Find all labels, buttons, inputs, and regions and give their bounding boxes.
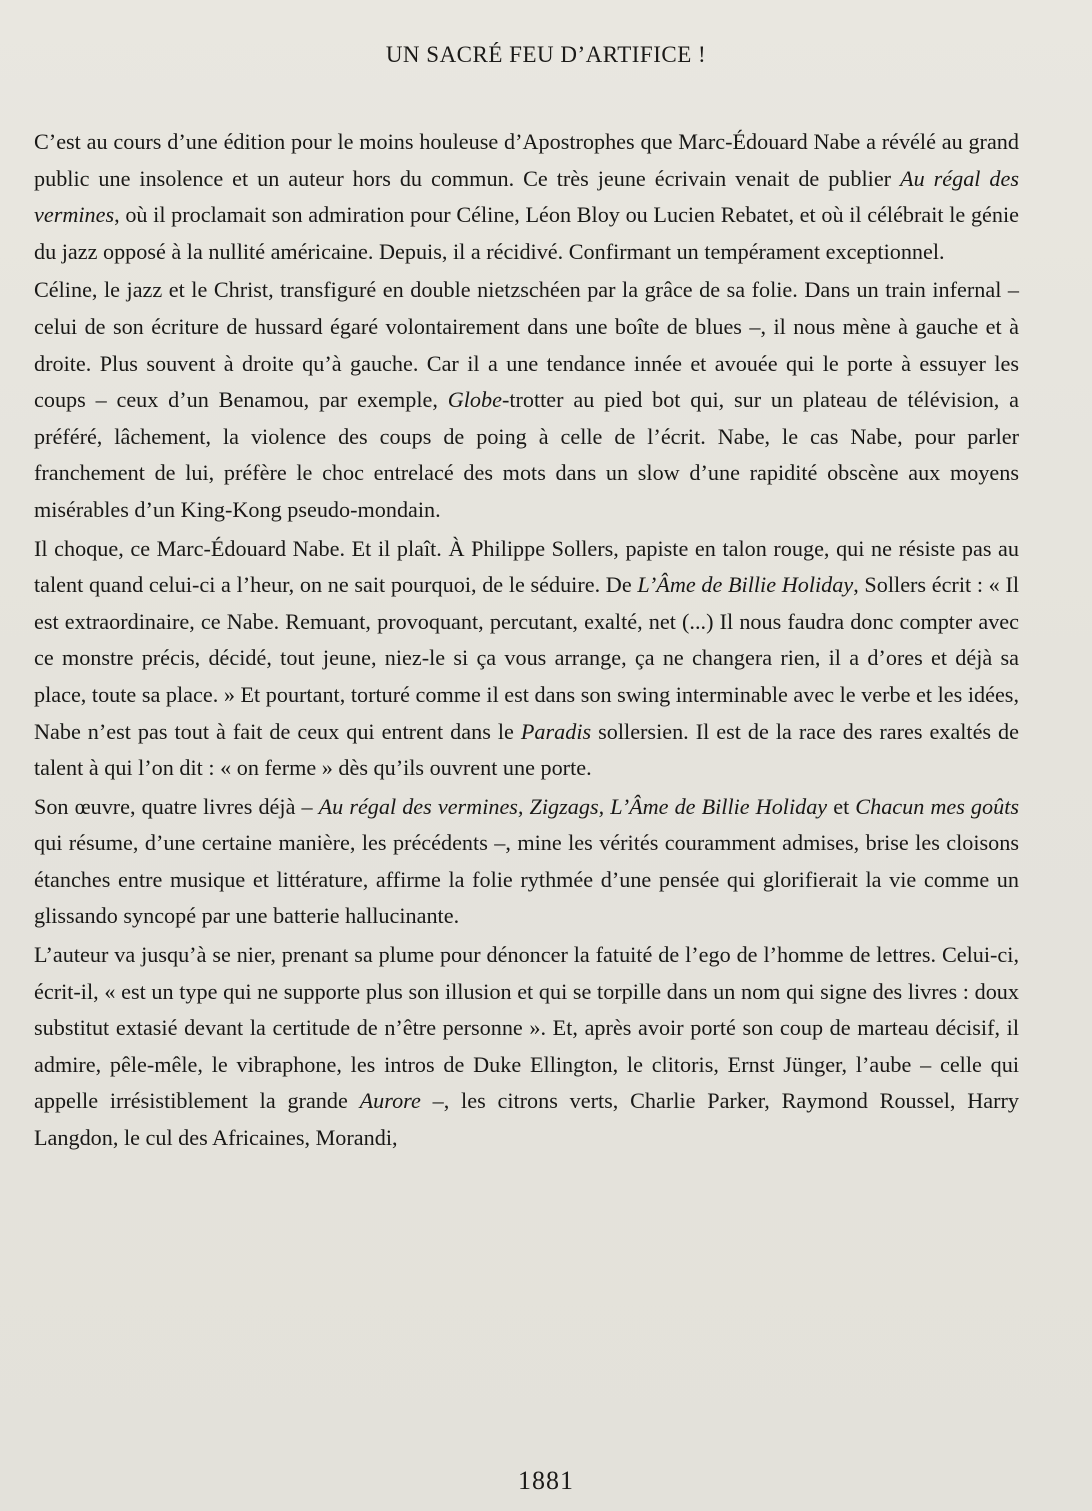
- paragraph-4-italic-2: Chacun mes goûts: [855, 793, 1020, 819]
- page-number: 1881: [518, 1466, 574, 1495]
- paragraph-4-text-1: Son œuvre, quatre livres déjà –: [34, 793, 319, 819]
- paragraph-4-text-2: et: [827, 793, 856, 819]
- paragraph-5-text-2: –, les citrons verts, Charlie Parker, Raymond Roussel, Harry Langdon, le cul des Africaines, Morandi,: [34, 1088, 1019, 1151]
- paragraph-3-text-3: sollersien. Il est de la race des rares exaltés de talent à qui l’on dit : « on ferme » dès qu’ils ouvrent une porte.: [34, 718, 1019, 781]
- paragraph-4-text-3: qui résume, d’une certaine manière, les précédents –, mine les vérités couramment admises, brise les cloisons étanches entre musique et littérature, affirme la folie rythmée d’une pensée qui glorifierait la vie comme un glissando syncopé par une batterie hallucinante.: [34, 830, 1019, 929]
- paragraph-2: [34, 272, 1019, 528]
- article-body: [34, 124, 1019, 1157]
- paragraph-5: [34, 937, 1019, 1157]
- paragraph-3-italic-2: Paradis: [520, 718, 592, 744]
- paragraph-3: [34, 531, 1019, 787]
- paragraph-2-text-2: -trotter au pied bot qui, sur un plateau de télévision, a préféré, lâchement, la violence des coups de poing à celle de l’écrit. Nabe, le cas Nabe, pour parler franchement de lui, préfère le choc entrelacé des mots dans un slow d’une rapidité obscène aux moyens misérables d’un King-Kong pseudo-mondain.: [34, 387, 1019, 522]
- page-title: UN SACRÉ FEU D’ARTIFICE !: [385, 42, 707, 67]
- paragraph-1-text-2: , où il proclamait son admiration pour Céline, Léon Bloy ou Lucien Rebatet, et où il célébrait le génie du jazz opposé à la nullité américaine. Depuis, il a récidivé. Confirmant un tempérament exceptionnel.: [34, 202, 1019, 264]
- paragraph-4-italic-1: Au régal des vermines, Zigzags, L’Âme de Billie Holiday: [318, 793, 828, 819]
- paragraph-4: [34, 789, 1019, 935]
- paragraph-1: [34, 124, 1019, 270]
- paragraph-3-italic-1: L’Âme de Billie Holiday: [637, 572, 854, 598]
- paragraph-2-text-1: Céline, le jazz et le Christ, transfiguré en double nietzschéen par la grâce de sa folie. Dans un train infernal – celui de son écriture de hussard égaré volontairement dans une boîte de blues –, il nous mène à gauche et à droite. Plus souvent à droite qu’à gauche. Car il a une tendance innée et avouée qui le porte à essuyer les coups – ceux d’un Benamou, par exemple,: [34, 277, 1019, 413]
- paragraph-1-text-1: C’est au cours d’une édition pour le moins houleuse d’Apostrophes que Marc-Édouard Nabe a révélé au grand public une insolence et un auteur hors du commun. Ce très jeune écrivain venait de publier: [34, 129, 1019, 191]
- paragraph-1-italic-1: Au régal des vermines: [34, 165, 1020, 228]
- paragraph-3-text-1: Il choque, ce Marc-Édouard Nabe. Et il plaît. À Philippe Sollers, papiste en talon rouge, qui ne résiste pas au talent quand celui-ci a l’heur, on ne sait pourquoi, de le séduire. De: [34, 535, 1019, 598]
- paragraph-3-text-2: , Sollers écrit : « Il est extraordinaire, ce Nabe. Remuant, provoquant, percutant, exalté, net (...) Il nous faudra donc compter avec ce monstre précis, décidé, tout jeune, niez-le si ça vous arrange, ça ne changera rien, il a d’ores et déjà sa place, toute sa place. » Et pourtant, torturé comme il est dans son swing interminable avec le verbe et les idées, Nabe n’est pas tout à fait de ceux qui entrent dans le: [34, 572, 1019, 744]
- paragraph-2-italic-1: Globe: [447, 387, 502, 413]
- paragraph-5-italic-1: Aurore: [359, 1088, 421, 1114]
- paragraph-5-text-1: L’auteur va jusqu’à se nier, prenant sa plume pour dénoncer la fatuité de l’ego de l’homme de lettres. Celui-ci, écrit-il, « est un type qui ne supporte plus son illusion et qui se torpille dans un nom qui signe des livres : doux substitut extasié devant la certitude de n’être personne ». Et, après avoir porté son coup de marteau décisif, il admire, pêle-mêle, le vibraphone, les intros de Duke Ellington, le clitoris, Ernst Jünger, l’aube – celle qui appelle irrésistiblement la grande: [34, 942, 1019, 1114]
